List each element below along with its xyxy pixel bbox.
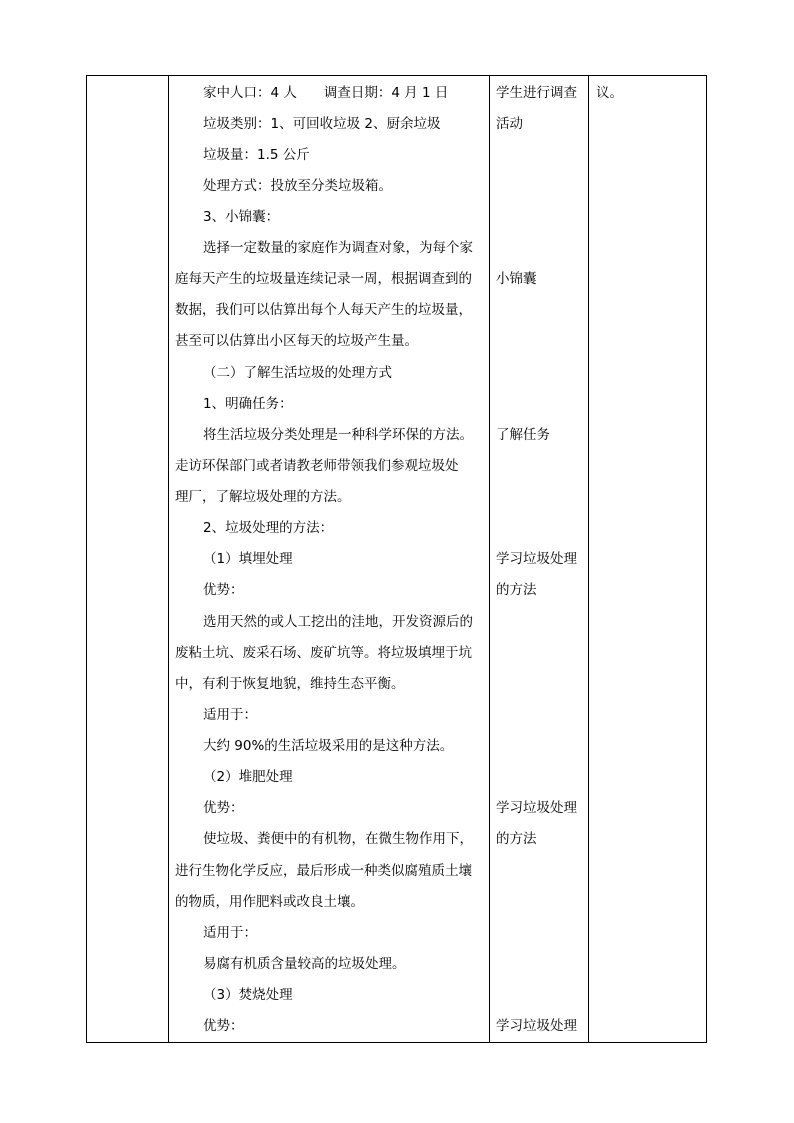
- text-line: 废粘土坑、废采石场、废矿坑等。将垃圾填埋于坑: [175, 645, 472, 661]
- column-divider: [588, 76, 589, 1042]
- text-line: 使垃圾、粪便中的有机物，在微生物作用下，: [203, 831, 473, 847]
- text-line: 垃圾量：1.5 公斤: [203, 147, 310, 163]
- text-line: 选用天然的或人工挖出的洼地，开发资源后的: [203, 614, 473, 630]
- text-line: 小锦囊: [496, 271, 537, 287]
- column-divider: [168, 76, 169, 1042]
- text-line: 2、垃圾处理的方法：: [203, 520, 334, 536]
- text-line: 的方法: [496, 831, 537, 847]
- text-line: 的物质，用作肥料或改良土壤。: [175, 894, 364, 910]
- text-line: 1、明确任务：: [203, 396, 293, 412]
- text-line: 了解任务: [496, 427, 550, 443]
- text-line: 的方法: [496, 582, 537, 598]
- text-line: 家中人口：4 人 调查日期：4 月 1 日: [203, 85, 449, 101]
- text-line: 垃圾类别：1、可回收垃圾 2、厨余垃圾: [203, 116, 441, 132]
- text-line: 处理方式：投放至分类垃圾箱。: [203, 178, 392, 194]
- text-line: 将生活垃圾分类处理是一种科学环保的方法。: [203, 427, 473, 443]
- text-line: 学习垃圾处理: [496, 551, 577, 567]
- text-line: 走访环保部门或者请教老师带领我们参观垃圾处: [175, 458, 459, 474]
- text-line: 学习垃圾处理: [496, 800, 577, 816]
- text-line: 优势：: [203, 582, 244, 598]
- text-line: 庭每天产生的垃圾量连续记录一周，根据调查到的: [175, 271, 472, 287]
- text-line: （2）堆肥处理: [203, 769, 293, 785]
- text-line: （3）焚烧处理: [203, 987, 293, 1003]
- text-line: 大约 90%的生活垃圾采用的是这种方法。: [203, 738, 454, 754]
- text-line: （1）填埋处理: [203, 551, 293, 567]
- text-line: 活动: [496, 116, 523, 132]
- text-line: 选择一定数量的家庭作为调查对象，为每个家: [203, 240, 473, 256]
- text-line: 理厂，了解垃圾处理的方法。: [175, 489, 351, 505]
- text-line: 优势：: [203, 1018, 244, 1034]
- text-line: 中，有利于恢复地貌，维持生态平衡。: [175, 676, 405, 692]
- text-line: 议。: [596, 85, 623, 101]
- text-line: 进行生物化学反应，最后形成一种类似腐殖质土壤: [175, 863, 472, 879]
- text-line: 甚至可以估算出小区每天的垃圾产生量。: [175, 333, 418, 349]
- text-line: 适用于：: [203, 707, 257, 723]
- text-line: 优势：: [203, 800, 244, 816]
- text-line: 适用于：: [203, 925, 257, 941]
- column-divider: [489, 76, 490, 1042]
- text-line: 学生进行调查: [496, 85, 577, 101]
- text-line: 3、小锦囊：: [203, 209, 280, 225]
- text-line: 数据，我们可以估算出每个人每天产生的垃圾量，: [175, 302, 472, 318]
- text-line: 学习垃圾处理: [496, 1018, 577, 1034]
- text-line: （二）了解生活垃圾的处理方式: [203, 365, 392, 381]
- text-line: 易腐有机质含量较高的垃圾处理。: [203, 956, 406, 972]
